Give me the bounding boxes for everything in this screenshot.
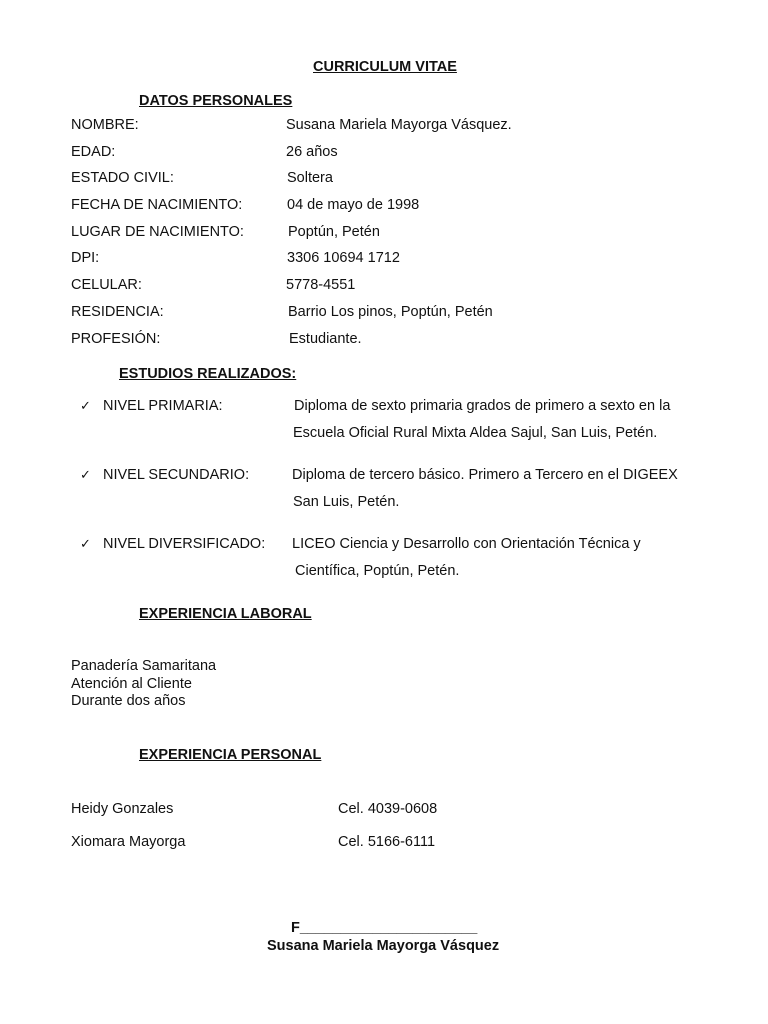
personal-value-birth-place: Poptún, Petén bbox=[288, 224, 380, 240]
personal-value-dpi: 3306 10694 1712 bbox=[287, 250, 400, 266]
work-line: Durante dos años bbox=[71, 693, 186, 709]
signature-line: F______________________ bbox=[291, 920, 478, 936]
personal-value-phone: 5778-4551 bbox=[286, 277, 356, 293]
study-label-primary: NIVEL PRIMARIA: bbox=[103, 398, 223, 414]
personal-value-birth-date: 04 de mayo de 1998 bbox=[287, 197, 420, 213]
work-line: Atención al Cliente bbox=[71, 676, 192, 692]
personal-label-civil-status: ESTADO CIVIL: bbox=[71, 170, 174, 186]
personal-experience-heading: EXPERIENCIA PERSONAL bbox=[139, 747, 322, 763]
study-desc-secondary-line2: San Luis, Petén. bbox=[293, 494, 400, 510]
personal-label-residence: RESIDENCIA: bbox=[71, 304, 164, 320]
personal-label-profession: PROFESIÓN: bbox=[71, 331, 161, 347]
checkmark-icon: ✓ bbox=[80, 398, 91, 413]
reference-name: Xiomara Mayorga bbox=[71, 834, 186, 850]
study-desc-diversified-line2: Científica, Poptún, Petén. bbox=[295, 563, 460, 579]
study-label-secondary: NIVEL SECUNDARIO: bbox=[103, 467, 250, 483]
study-label-diversified: NIVEL DIVERSIFICADO: bbox=[103, 536, 266, 552]
personal-value-name: Susana Mariela Mayorga Vásquez. bbox=[286, 117, 512, 133]
work-experience-heading: EXPERIENCIA LABORAL bbox=[139, 606, 312, 622]
study-desc-primary-line2: Escuela Oficial Rural Mixta Aldea Sajul, San Luis, Petén. bbox=[293, 425, 658, 441]
study-desc-primary-line1: Diploma de sexto primaria grados de primero a sexto en la bbox=[294, 398, 671, 414]
reference-name: Heidy Gonzales bbox=[71, 801, 174, 817]
checkmark-icon: ✓ bbox=[80, 467, 91, 482]
checkmark-icon: ✓ bbox=[80, 536, 91, 551]
document-title: CURRICULUM VITAE bbox=[313, 59, 457, 75]
reference-phone: Cel. 5166-6111 bbox=[338, 834, 436, 850]
personal-data-heading: DATOS PERSONALES bbox=[139, 93, 293, 109]
personal-label-phone: CELULAR: bbox=[71, 277, 142, 293]
work-line: Panadería Samaritana bbox=[71, 658, 217, 674]
personal-label-birth-place: LUGAR DE NACIMIENTO: bbox=[71, 224, 244, 240]
reference-phone: Cel. 4039-0608 bbox=[338, 801, 438, 817]
personal-label-dpi: DPI: bbox=[71, 250, 100, 266]
studies-heading: ESTUDIOS REALIZADOS: bbox=[119, 366, 297, 382]
personal-value-residence: Barrio Los pinos, Poptún, Petén bbox=[288, 304, 493, 320]
personal-label-age: EDAD: bbox=[71, 144, 116, 160]
study-desc-secondary-line1: Diploma de tercero básico. Primero a Tercero en el DIGEEX bbox=[292, 467, 678, 483]
signature-name: Susana Mariela Mayorga Vásquez bbox=[267, 938, 500, 954]
study-desc-diversified-line1: LICEO Ciencia y Desarrollo con Orientación Técnica y bbox=[292, 536, 641, 552]
personal-value-profession: Estudiante. bbox=[289, 331, 362, 347]
personal-value-age: 26 años bbox=[286, 144, 338, 160]
personal-label-name: NOMBRE: bbox=[71, 117, 139, 133]
personal-value-civil-status: Soltera bbox=[287, 170, 333, 186]
personal-label-birth-date: FECHA DE NACIMIENTO: bbox=[71, 197, 243, 213]
